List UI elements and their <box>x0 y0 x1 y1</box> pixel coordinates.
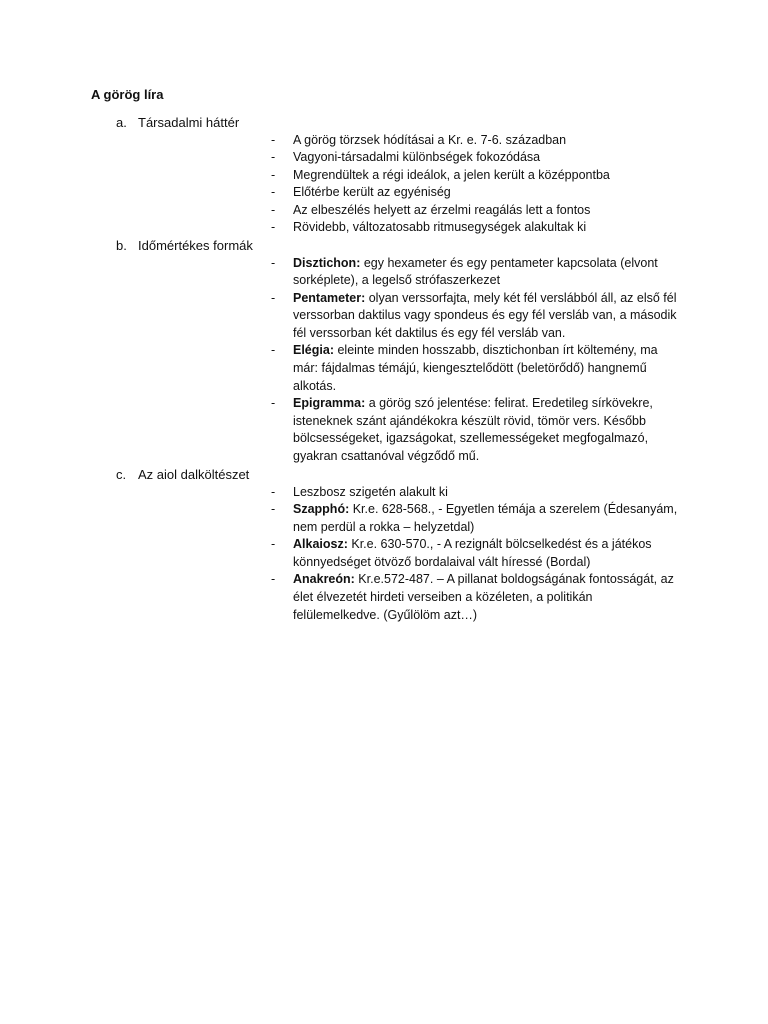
item-term: Pentameter: <box>293 290 366 305</box>
dash-marker: - <box>271 290 276 305</box>
item-text: egy hexameter és egy pentameter kapcsolata (elvont sorképlete), a legelső strófaszerkezet <box>293 255 658 288</box>
item-text: Kr.e. 628-568., - Egyetlen témája a szerelem (Édesanyám, nem perdül a rokka – helyzetdal) <box>293 502 678 534</box>
item-term: Epigramma: <box>293 396 366 411</box>
item-term: Elégia: <box>293 343 334 358</box>
item-term: Alkaiosz: <box>293 537 348 552</box>
dash-marker: - <box>271 220 276 235</box>
dash-marker: - <box>271 202 276 217</box>
item-text: Kr.e.572-487. – A pillanat boldogságának fontosságát, az élet élvezetét hirdeti verseiben a közéleten, a politikán felülemelkedve. (Gyűlölöm azt…) <box>293 572 674 622</box>
section-social-background <box>0 114 768 237</box>
item-text: Kr.e. 630-570., - A rezignált bölcselkedést és a játékos könnyedséget ötvöző bordalaival vált híressé (Bordal) <box>293 537 652 569</box>
list-item <box>271 167 678 185</box>
section-heading <box>0 114 768 132</box>
section-label: Az aiol dalköltészet <box>138 467 250 482</box>
item-text: A görög törzsek hódításai a Kr. e. 7-6. században <box>293 132 567 147</box>
bullet-list <box>0 484 768 625</box>
dash-marker: - <box>271 396 276 411</box>
section-label: Társadalmi háttér <box>138 115 240 130</box>
dash-marker: - <box>271 502 276 517</box>
section-letter: c. <box>116 467 127 482</box>
item-term: Disztichon: <box>293 255 361 270</box>
list-item <box>271 571 678 624</box>
list-item <box>271 184 678 202</box>
list-item <box>271 290 678 343</box>
section-quantitative-forms <box>0 237 768 466</box>
bullet-list <box>0 132 768 238</box>
dash-marker: - <box>271 150 276 165</box>
item-text: Előtérbe került az egyéniség <box>293 185 451 200</box>
list-item <box>271 149 678 167</box>
bullet-list <box>0 255 768 466</box>
item-text: eleinte minden hosszabb, disztichonban írt költemény, ma már: fájdalmas témájú, kiengesztelődött (beletörődő) hangnemű alkotás. <box>293 343 658 393</box>
item-text: a görög szó jelentése: felirat. Eredetileg sírkövekre, isteneknek szánt ajándékokra készült rövid, tömör vers. Később bölcsességeket, igazságokat, szellemességeket megfogalmazó, gyakran csattanóval végződő mű. <box>293 396 653 464</box>
dash-marker: - <box>271 343 276 358</box>
list-item <box>271 219 678 237</box>
dash-marker: - <box>271 484 276 499</box>
section-letter: a. <box>116 115 127 130</box>
list-item <box>271 484 678 502</box>
list-item <box>271 255 678 290</box>
dash-marker: - <box>271 132 276 147</box>
section-heading <box>0 466 768 484</box>
dash-marker: - <box>271 572 276 587</box>
list-item <box>271 501 678 536</box>
section-label: Időmértékes formák <box>138 238 253 253</box>
list-item <box>271 132 678 150</box>
list-item <box>271 342 678 395</box>
item-text: Leszbosz szigetén alakult ki <box>293 484 448 499</box>
item-term: Anakreón: <box>293 572 355 587</box>
list-item <box>271 202 678 220</box>
dash-marker: - <box>271 185 276 200</box>
item-term: Szapphó: <box>293 502 350 517</box>
list-item <box>271 536 678 571</box>
item-text: Vagyoni-társadalmi különbségek fokozódása <box>293 150 541 165</box>
page-title: A görög líra <box>91 87 164 102</box>
section-heading <box>0 237 768 255</box>
dash-marker: - <box>271 167 276 182</box>
dash-marker: - <box>271 255 276 270</box>
item-text: olyan verssorfajta, mely két fél verslábból áll, az első fél verssorban daktilus vagy spondeus és egy fél versláb van, a második fél verssorban két daktilus és egy fél versláb van. <box>293 290 677 340</box>
item-text: Rövidebb, változatosabb ritmusegységek alakultak ki <box>293 220 587 235</box>
dash-marker: - <box>271 537 276 552</box>
item-text: Megrendültek a régi ideálok, a jelen került a középpontba <box>293 167 610 182</box>
section-letter: b. <box>116 238 127 253</box>
item-text: Az elbeszélés helyett az érzelmi reagálás lett a fontos <box>293 202 591 217</box>
list-item <box>271 395 678 465</box>
section-aeolian-lyric <box>0 466 768 624</box>
